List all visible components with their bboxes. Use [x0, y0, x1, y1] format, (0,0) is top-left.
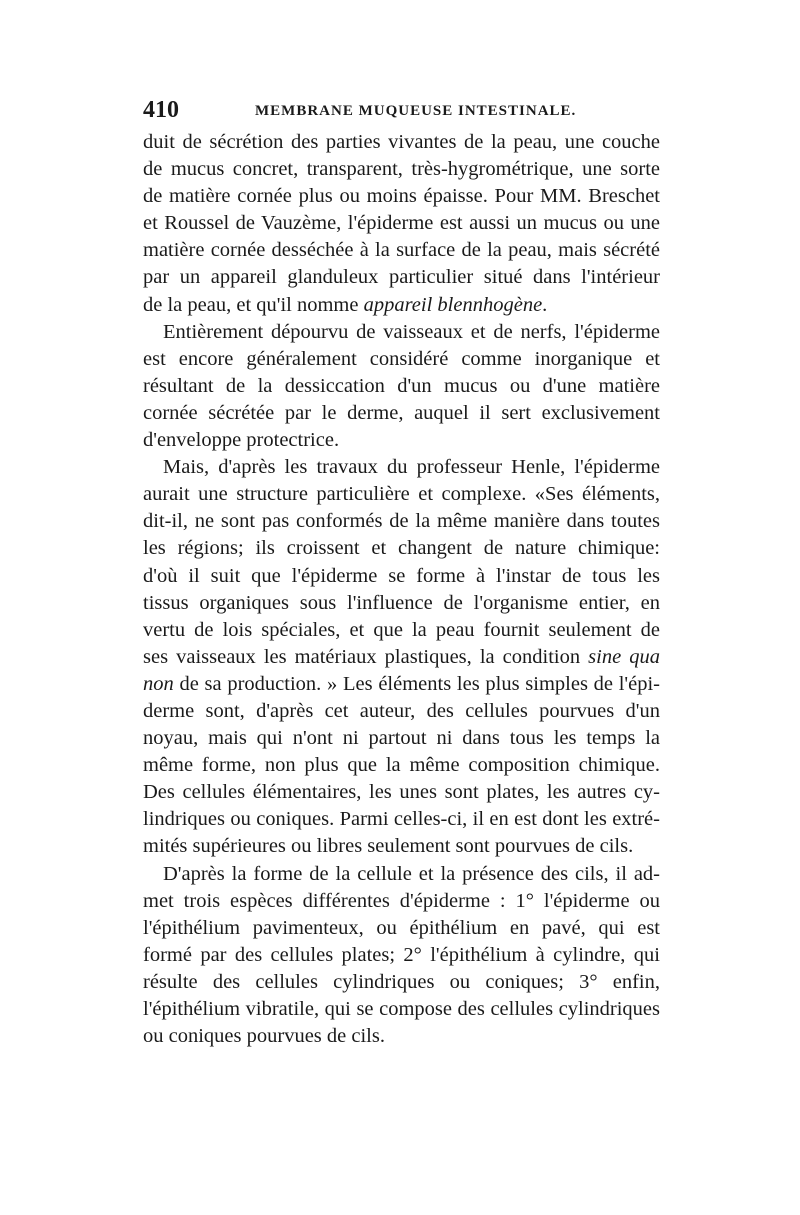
text-line: noyau, mais qui n'ont ni partout ni dans tous les temps la [143, 727, 660, 750]
paragraph-start-line: Entièrement dépourvu de vaisseaux et de nerfs, l'épiderme [163, 320, 660, 343]
text-line: l'épithélium pavimenteux, ou épithélium en pavé, qui est [143, 916, 660, 939]
text-segment: de sa production. » Les éléments les plus simples de l'épi- [173, 672, 660, 695]
text-line: lindriques ou coniques. Parmi celles-ci, il en est dont les extré- [143, 808, 660, 831]
text-line: de matière cornée plus ou moins épaisse. Pour MM. Breschet [143, 185, 660, 208]
paragraph-start-line: Mais, d'après les travaux du professeur Henle, l'épiderme [163, 456, 660, 479]
text-line: et Roussel de Vauzème, l'épiderme est aussi un mucus ou une [143, 212, 660, 235]
text-line: même forme, non plus que la même composition chimique. [143, 754, 660, 777]
italic-term: appareil blennhogène [363, 293, 543, 316]
text-line: Des cellules élémentaires, les unes sont plates, les autres cy- [143, 781, 660, 804]
text-line: est encore généralement considéré comme inorganique et [143, 347, 660, 370]
paragraph-start-line: D'après la forme de la cellule et la présence des cils, il ad- [163, 862, 660, 885]
body-text [143, 129, 660, 1050]
page-number: 410 [143, 97, 179, 123]
text-line: cornée sécrétée par le derme, auquel il sert exclusivement [143, 401, 660, 424]
text-line: vertu de lois spéciales, et que la peau fournit seulement de [143, 618, 660, 641]
text-line: résultant de la dessiccation d'un mucus ou d'une matière [143, 374, 660, 397]
text-line: ou coniques pourvues de cils. [143, 1025, 385, 1048]
text-line [143, 671, 660, 698]
text-line: derme sont, d'après cet auteur, des cellules pourvues d'un [143, 699, 660, 722]
text-line: les régions; ils croissent et changent de nature chimique: [143, 537, 660, 560]
text-line: l'épithélium vibratile, qui se compose des cellules cylindriques [143, 998, 660, 1020]
text-line [143, 292, 660, 319]
text-line: duit de sécrétion des parties vivantes de la peau, une couche [143, 131, 660, 153]
text-line: formé par des cellules plates; 2° l'épithélium à cylindre, qui [143, 943, 660, 966]
text-line: matière cornée desséchée à la surface de la peau, mais sécrété [143, 239, 660, 262]
text-line: mités supérieures ou libres seulement sont pourvues de cils. [143, 835, 634, 858]
running-title: MEMBRANE MUQUEUSE INTESTINALE. [255, 103, 577, 119]
text-line: met trois espèces différentes d'épiderme : 1° l'épiderme ou [143, 889, 660, 912]
text-line: d'enveloppe protectrice. [143, 429, 340, 452]
text-line [143, 644, 660, 671]
text-segment: . [542, 293, 548, 316]
italic-term: sine qua [588, 645, 660, 668]
text-line: par un appareil glanduleux particulier situé dans l'intérieur [143, 266, 660, 289]
text-segment: de la peau, et qu'il nomme [143, 293, 364, 316]
text-line: aurait une structure particulière et complexe. «Ses éléments, [143, 483, 660, 506]
text-line: d'où il suit que l'épiderme se forme à l'instar de tous les [143, 564, 660, 587]
text-line: dit-il, ne sont pas conformés de la même manière dans toutes [143, 510, 660, 533]
italic-term: non [143, 672, 174, 695]
text-line: tissus organiques sous l'influence de l'organisme entier, en [143, 591, 660, 614]
text-segment: ses vaisseaux les matériaux plastiques, la condition [143, 645, 589, 668]
text-line: de mucus concret, transparent, très-hygrométrique, une sorte [143, 158, 660, 181]
page-header [143, 95, 663, 125]
text-line: résulte des cellules cylindriques ou coniques; 3° enfin, [143, 970, 660, 993]
